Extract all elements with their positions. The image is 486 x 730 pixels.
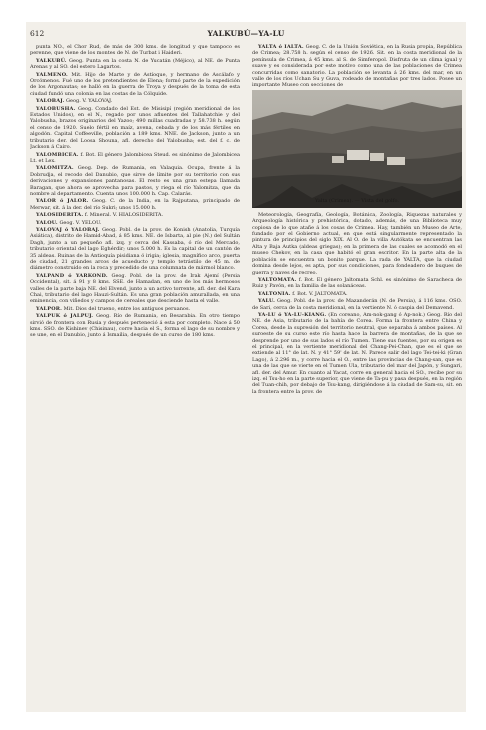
dictionary-entry <box>30 220 240 226</box>
entry-headword: YALTA ó IALTA. <box>258 44 304 50</box>
dictionary-entry <box>30 212 240 218</box>
entry-text: punta NO., el Chor Rud, de más de 300 kms. de longitud y que tampoco es perenne, que viene de los montes de N. de Turbat i Haideri. <box>30 44 240 57</box>
entry-text: f. Bot. El género Jalombicea Steud. es sinónimo de Jalombicea Lt. et Lex. <box>30 151 240 164</box>
dictionary-entry <box>30 58 240 71</box>
photo-caption: Yalta (Crimea). — Vista del golfo. <box>314 198 400 205</box>
entry-text: Mit. Dios del trueno, entre los antiguos peruanos. <box>63 305 191 312</box>
entry-text: Geog. C. de la Unión Soviética, en la Rusia propia, República de Crimea; 28.758 h. según el censo de 1926. Sit. en la costa meridional de la península de Crimea, á 45 kms. al S. de Simferopol. Disfruta de un clima igual y suave y es considerada por este motivo como una de las poblaciones de Crimea concurridas como sanatorio. La población se levanta á 26 kms. del mar, en un valle de los ríos Uchan Su y Guva, rodeado de montañas por tres lados. Posee un importante Museo con secciones de <box>252 44 462 89</box>
running-title: YALKUBÚ—YA-LU <box>207 29 285 38</box>
page-header <box>30 28 462 40</box>
right-column <box>252 44 462 706</box>
right-bottom-entries <box>252 212 462 395</box>
left-column <box>30 44 240 706</box>
entry-headword: YA-LU ó YA-LU-KIANG. <box>258 311 327 318</box>
entry-headword: YALKUBÚ. <box>36 57 67 64</box>
entry-headword: YALOMITZA. <box>36 165 74 172</box>
entry-headword: YALOMBICEA. <box>36 151 79 158</box>
page-number: 612 <box>30 29 45 38</box>
entry-headword: YALTONIA. <box>258 290 291 297</box>
entry-text: f. Bot. V. JALTOMATA. <box>292 290 348 297</box>
entry-headword: YALPOR. <box>36 305 63 312</box>
entry-text: Geog. Pobl. de la prov. de Konish (Anatolia, Turquía Asiática), distrito de Hamid-Abad, á 85 kms. NE. de Isbarta, al pie (N.) del Sultán Dagh, junto a un pequeño afl. izq. y cerca del Kassaba, ó río del Mercado, tributario oriental del lago Eghérdir; unos 5.000 h. Es la capital de un cantón de 35 aldeas. Ruinas de la Antioquía pisidiana ó irigia; iglesia, magnífico arco, puerta de ciudad, 21 grandes arcos de acueducto y templo tetrástilo de 45 m. de diámetro construido en la roca y precedido de una columnata de mármol blanco. <box>30 226 240 272</box>
entry-text: f. Bot. El género Jaltomata Schl. es sinónimo de Saracheca de Ruiz y Pavón, en la familia de las solanáceas. <box>252 276 462 290</box>
dictionary-entry <box>30 198 240 211</box>
entry-text: Geog. Punta en la costa N. de Yucatán (Méjico), al NE. de Punta Arenas y al SO. del estero Lagartos. <box>30 57 240 71</box>
entry-text: Geog. Condado del Est. de Misisipí (región meridional de los Estados Unidos), en el N., regado por unos afluentes del Tallahatchie y del Yalobusha, brazos originarios del Yazoo; 490 millas cuadradas y 58.738 h. según el censo de 1920. Suelo fértil en maíz, avena, cebada y de los más fértiles en algodón. Capital Coffeeville, población a 189 kms. NNE. de Jackson, junto a un tributario der. del Loosa Shouna, afl. derecho del Yalobusha; est. del f. c. de Jackson á Cairo. <box>30 105 240 151</box>
landscape-illustration <box>252 90 462 208</box>
dictionary-entry <box>252 312 462 395</box>
entry-headword: YALMENO. <box>36 71 68 78</box>
dictionary-entry <box>30 106 240 151</box>
right-top-entries <box>252 44 462 89</box>
dictionary-entry <box>252 212 462 276</box>
entry-headword: YALU. <box>258 298 276 305</box>
entry-headword: YALTOMATA. <box>258 276 297 283</box>
entry-headword: YALOSIDERITA. <box>36 212 84 219</box>
entry-headword: YALOR ó JALOR. <box>36 198 89 205</box>
dictionary-entry <box>252 291 462 297</box>
entry-text: Geog. Pobl. de la prov. de Irak Ajemí (Persia Occidental), sit. á 91 y 8 kms. SSE. de Hamadan, en uno de los más hermosos valles de la parte baja NE. del Elvend, junto a un activo torrente, afl. der. del Kara Chai, tributario del lago Hauzi-Sultán. Es una gran población amurallada, en una eminencia, con viñedos y campos de cereales que desciende hasta el valle. <box>30 272 240 305</box>
dictionary-entry <box>30 152 240 165</box>
dictionary-entry <box>252 44 462 89</box>
entry-text: Meteorología, Geografía, Geología, Botánica, Zoología, Riquezas naturales y Arqueología histórica y prehistórica, dotado, además, de una Biblioteca muy copiosa de lo que atañe á los cosas de Crimea. Hay, también un Museo de Arte, fundado por el Gobierno actual, en que está singularmente representado la pintura de principios del siglo XIX. Al O. de la villa Autókata se encuentran las Alta y Baja Autka (aldeas griegas); en la primera de las cuales se acomodó en el museo Chekov, en la casa que habitó el gran escritor. En la parte alta de la población se encuentra un bonito parque. La rada de YALTA, que la ciudad domina desde lejos, es apta, por sus condiciones, para fondeadero de buques de guerra y naves de recreo. <box>252 211 462 276</box>
entry-text: Mit. Hijo de Marte y de Astíoque, y hermano de Ascálafo y Orcómenos. Fué uno de los pretendientes de Elena; formó parte de la expedición de los Argonautas; se halló en la guerra de Troya y después de la toma de esta ciudad fundó una colonia en las costas de la Cólquide. <box>30 71 240 97</box>
yalta-photo <box>252 90 462 208</box>
entry-headword: YALPAND ó YARKOND. <box>36 272 108 279</box>
dictionary-entry <box>30 165 240 197</box>
entry-headword: YALPUK ó JALPUJ. <box>36 313 94 320</box>
dictionary-entry <box>30 227 240 272</box>
entry-text: Geog. V. YELOU. <box>59 219 102 226</box>
entry-text: f. Mineral. V. HIALOSIDERITA. <box>84 212 164 219</box>
book-page <box>26 22 466 712</box>
dictionary-entry <box>30 306 240 312</box>
entry-headword: YALOBAJ. <box>36 98 65 105</box>
entry-headword: YALOU. <box>36 219 58 226</box>
entry-headword: YALOVAJ ó YALOBAJ. <box>36 226 100 233</box>
entry-text: Geog. Pobl. de la prov. de Mazanderán (N. de Persia), á 116 kms. OSO. de Sari, cerca de la costa meridional, en la vertiente N. ó caspia del Demavend. <box>252 298 462 311</box>
entry-headword: YALOBUSHA. <box>36 105 76 112</box>
dictionary-entry <box>30 98 240 104</box>
entry-text: (En coreano, Am-nok-gang ó Ap-nok.) Geog. Río del NE. de Asia, tributario de la bahía de Corea. Forma la frontera entre China y Corea, desde la supresión del territorio neutral, que separaba á ambos países. Al suroeste de su curso este río hasta hace la barrera de montañas, de la que se desprende por uno de sus lados el río Tumen. Tiene sus fuentes, por su origen es el principal, en la vertiente meridional del Chang-Pei-Chan, que es el que se extiende al 11° de lat. N. y 41° 59' de lat. N. Parece salir del lago Tei-tei-ki (Gran Lago), á 2.296 m., y corre hacia el O., entre las provincias de Chang-san, que es una de las que se vierte en el Tumen Ula, tributario del mar del Japón, y Sungari, afl. der. del Amur. En cuanto al Yacat, corre en general hacia el SO., recibe por su izq. el Tsu-ho en la parte superior, que viene de Ta-pu y pasa después, en la región del Tuan-chih, por debajo de Tsu-kang, dirigiéndose á la ciudad de Sam-su, sit. en la frontera entre la prov. de <box>252 311 462 395</box>
dictionary-entry <box>30 273 240 305</box>
dictionary-entry <box>252 298 462 311</box>
dictionary-entry <box>252 277 462 290</box>
entry-text: Geog. Dep. de Rumania, en Valaquia. Ocupa, frente á la Dobrudja, el recodo del Danubio, que sirve de límite por su territorio con sus derivaciones y expansiones pantanosas. El resto es una gran estepa llamada Baragan, que ahora se aprovecha para pastos, y riega el río Yalomitza, que da nombre al departamento. Cuenta unos 100.000 h. Cap. Calarás. <box>30 165 240 197</box>
entry-text: Geog. V. YALOVAJ. <box>66 98 113 105</box>
entry-text: Geog. Río de Rumania, en Besarabia. En otro tiempo sirvió de frontera con Rusia y después perteneció á esta por completo. Nace á 50 kms. SSO. de Kishinev (Chisinau), corre hacia el S., forma el lago de su nombre y se une, en el Danubio, junto á Ismailia, después de un curso de 180 kms. <box>30 313 240 339</box>
entry-text: Geog. C. de la India, en la Rajputana, principado de Merwar, sit. á la der. del río Sukri; unos 15.000 h. <box>30 198 240 211</box>
dictionary-entry <box>30 313 240 339</box>
dictionary-entry <box>30 72 240 98</box>
dictionary-entry <box>30 44 240 57</box>
